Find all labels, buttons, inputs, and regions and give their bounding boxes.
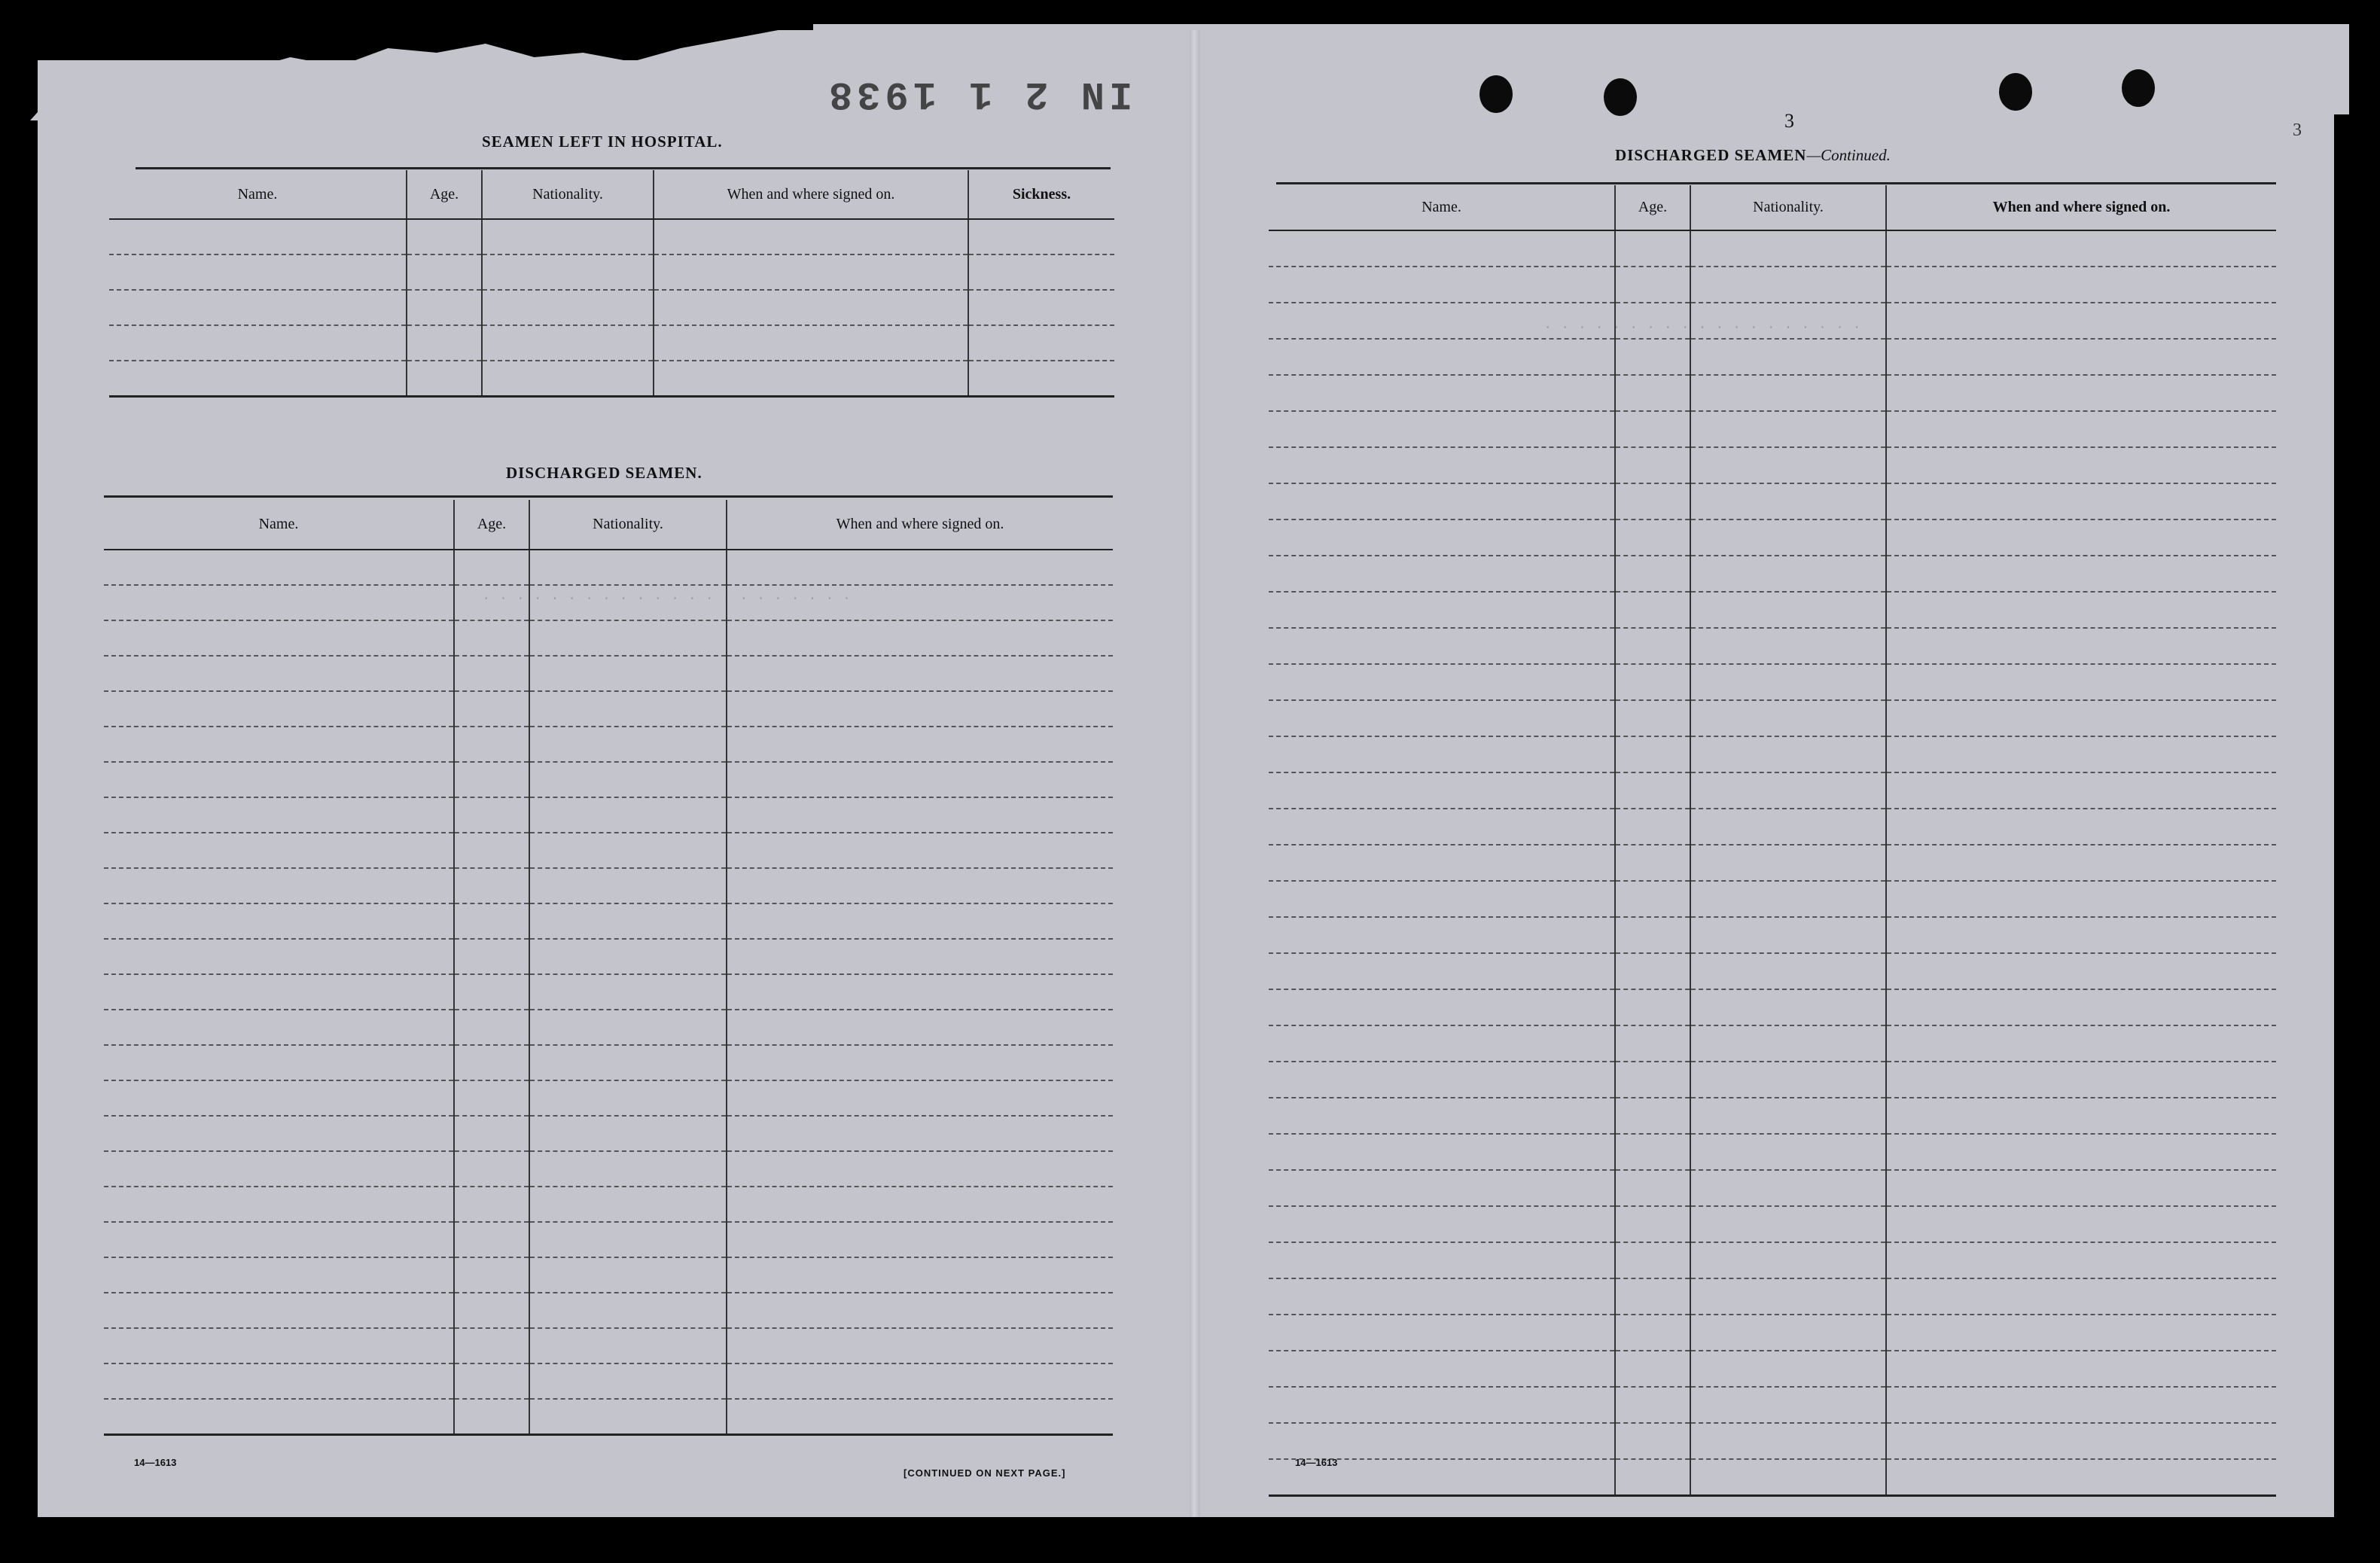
table-row: [104, 691, 1113, 727]
table-row: [1269, 519, 2276, 556]
table-row: [1269, 809, 2276, 845]
col-signed-on-header: When and where signed on.: [654, 170, 968, 219]
table-row: [1269, 1242, 2276, 1278]
table-row: [1269, 1062, 2276, 1098]
col-nationality-header: Nationality.: [1690, 185, 1886, 230]
table-row: [1269, 1170, 2276, 1206]
table-row: [104, 1222, 1113, 1257]
table-row: [1269, 845, 2276, 881]
table-row: [1269, 1387, 2276, 1423]
punch-hole-4: [2122, 69, 2155, 107]
table-row: [104, 1363, 1113, 1399]
hospital-section-title: SEAMEN LEFT IN HOSPITAL.: [482, 133, 723, 151]
table-row: [109, 254, 1114, 290]
table-row: [104, 620, 1113, 656]
table-row: [104, 974, 1113, 1010]
corner-page-mark: 3: [2293, 120, 2302, 140]
form-code-right: 14—1613: [1295, 1457, 1338, 1468]
table-row: [1269, 1351, 2276, 1387]
form-code-left: 14—1613: [134, 1457, 177, 1468]
table-row: [1269, 1315, 2276, 1351]
table-row: [104, 585, 1113, 620]
table-row: [1269, 1206, 2276, 1242]
col-name-header: Name.: [109, 170, 407, 219]
table-row: [104, 1257, 1113, 1293]
right-top-rule: [1276, 182, 2276, 184]
table-row: [1269, 1025, 2276, 1062]
col-nationality-header: Nationality.: [529, 500, 727, 550]
discharged-top-rule: [104, 495, 1113, 498]
table-row: [1269, 267, 2276, 303]
table-row: [104, 939, 1113, 974]
col-nationality-header: Nationality.: [482, 170, 654, 219]
table-row: [1269, 483, 2276, 519]
table-row: [109, 219, 1114, 254]
table-row: [104, 1187, 1113, 1222]
table-row: [1269, 989, 2276, 1025]
page-number: 3: [1784, 110, 1794, 132]
hospital-top-rule: [136, 167, 1111, 169]
table-row: [1269, 1278, 2276, 1315]
table-row: [104, 1116, 1113, 1151]
center-fold: [1190, 30, 1200, 1517]
table-row: [1269, 664, 2276, 700]
table-row: [104, 656, 1113, 691]
col-sickness-header: Sickness.: [968, 170, 1114, 219]
table-row: [1269, 736, 2276, 772]
table-row: [1269, 628, 2276, 664]
table-row: [1269, 1459, 2276, 1495]
col-age-header: Age.: [454, 500, 529, 550]
date-stamp: IN 2 1 1938: [824, 72, 1133, 116]
table-row: [104, 833, 1113, 868]
table-row: [1269, 556, 2276, 592]
table-row: [1269, 700, 2276, 736]
discharged-continued-title: [1615, 146, 1891, 165]
table-row: [1269, 447, 2276, 483]
table-row: [104, 903, 1113, 939]
table-row: [1269, 592, 2276, 628]
discharged-continued-title-text: DISCHARGED SEAMEN: [1615, 146, 1807, 164]
table-row: [1269, 303, 2276, 339]
col-signed-on-header: When and where signed on.: [727, 500, 1113, 550]
table-row: [104, 1151, 1113, 1187]
table-row: [104, 797, 1113, 833]
punch-hole-1: [1480, 75, 1513, 113]
table-row: [104, 1010, 1113, 1045]
table-row: [1269, 339, 2276, 375]
table-row: [104, 1080, 1113, 1116]
bleed-through-text: . . . . . . . . . . . . . . . . . . .: [1543, 316, 1861, 333]
table-row: [109, 325, 1114, 361]
col-name-header: Name.: [104, 500, 454, 550]
continued-suffix: —Continued.: [1806, 146, 1891, 164]
table-row: [1269, 375, 2276, 411]
table-row: [1269, 881, 2276, 917]
table-row: [104, 727, 1113, 762]
table-row: [1269, 953, 2276, 989]
col-age-header: Age.: [1615, 185, 1690, 230]
col-signed-on-header: When and where signed on.: [1886, 185, 2276, 230]
table-row: [1269, 411, 2276, 447]
table-row: [104, 550, 1113, 585]
punch-hole-2: [1604, 78, 1637, 116]
col-name-header: Name.: [1269, 185, 1615, 230]
punch-hole-3: [1999, 73, 2032, 111]
table-row: [1269, 230, 2276, 267]
table-row: [1269, 1423, 2276, 1459]
discharged-table: [104, 500, 1113, 1436]
table-row: [104, 1328, 1113, 1363]
continued-note: [CONTINUED ON NEXT PAGE.]: [904, 1467, 1066, 1479]
bleed-through-text: . . . . . . . . . . . . . . . . . . . . . .: [482, 587, 852, 604]
table-row: [109, 361, 1114, 396]
table-row: [104, 1293, 1113, 1328]
discharged-section-title: DISCHARGED SEAMEN.: [506, 464, 702, 482]
table-row: [104, 762, 1113, 797]
discharged-continued-table: [1269, 185, 2276, 1497]
hospital-table: [109, 170, 1114, 398]
table-row: [104, 1045, 1113, 1080]
table-row: [104, 1399, 1113, 1434]
col-age-header: Age.: [407, 170, 482, 219]
table-row: [1269, 1098, 2276, 1134]
table-row: [109, 290, 1114, 325]
table-row: [104, 868, 1113, 903]
table-row: [1269, 917, 2276, 953]
table-row: [1269, 772, 2276, 809]
table-row: [1269, 1134, 2276, 1170]
